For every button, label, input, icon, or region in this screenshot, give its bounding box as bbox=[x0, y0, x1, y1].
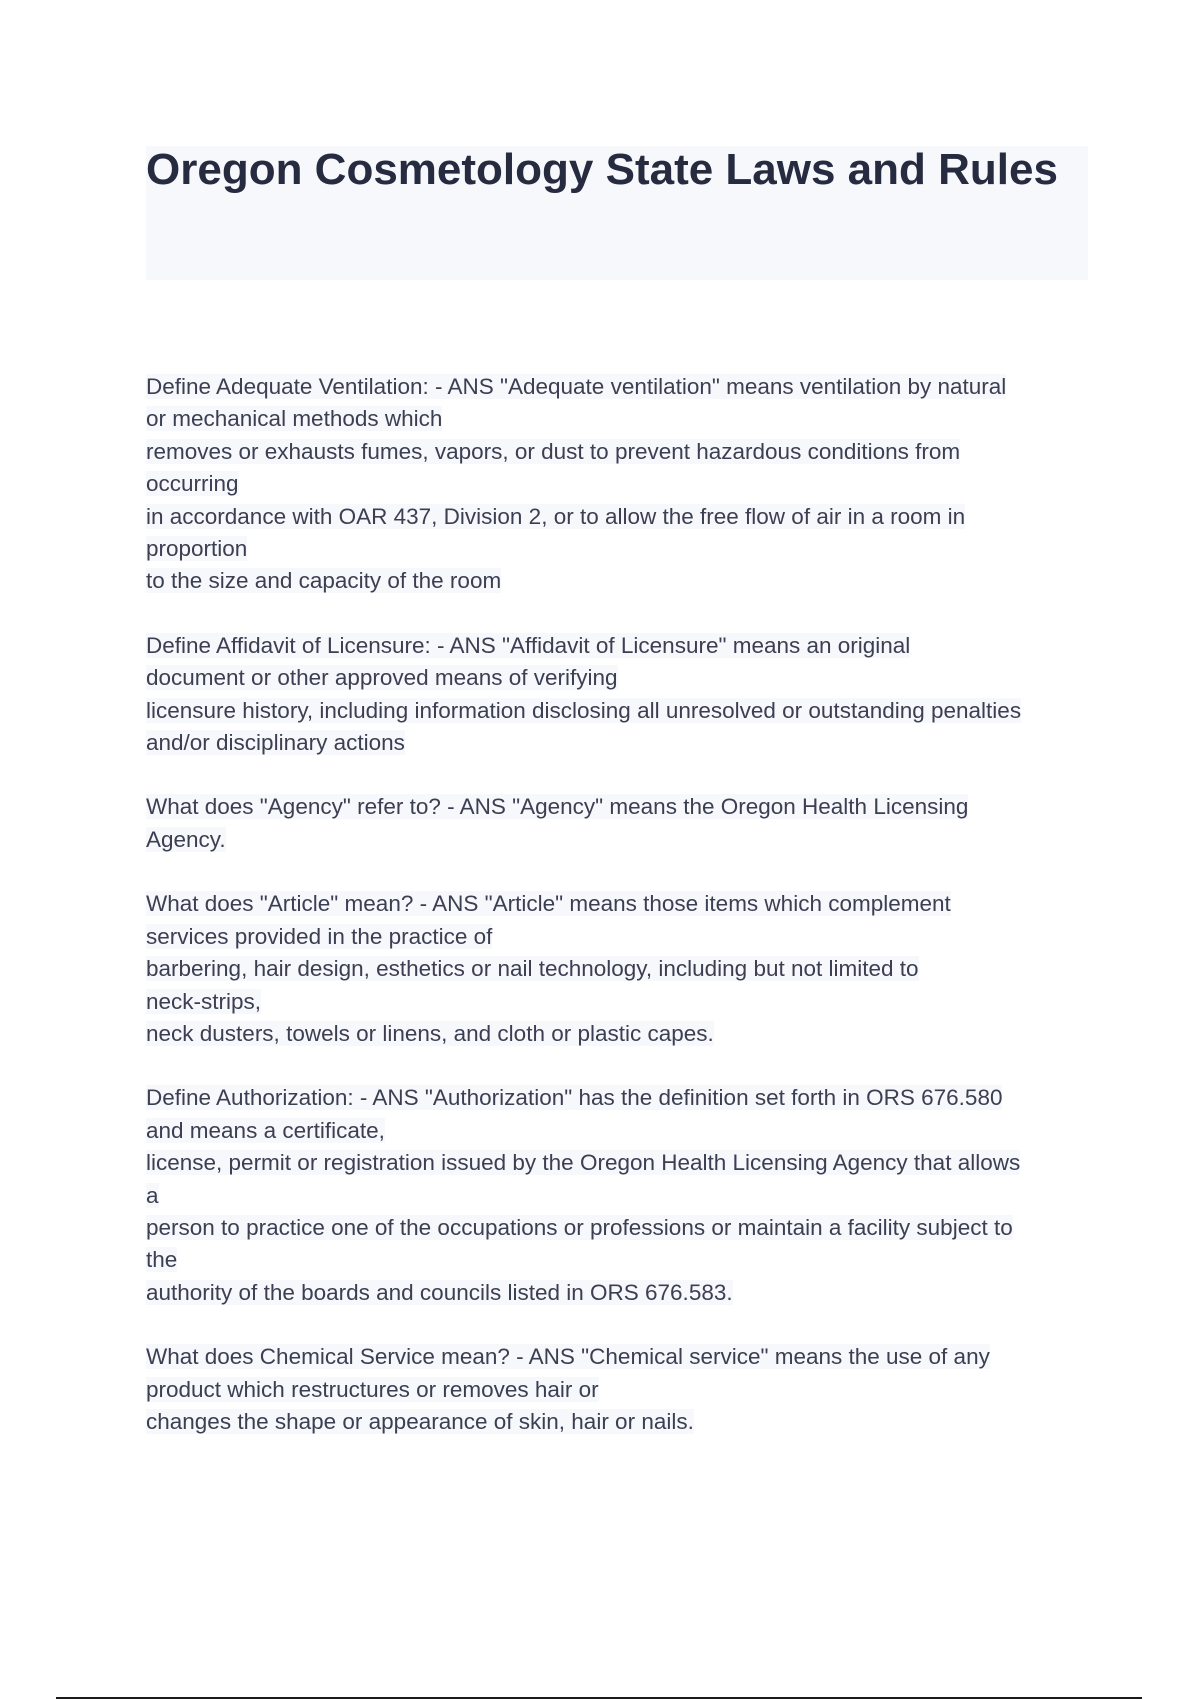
qa-entry-affidavit-of-licensure bbox=[146, 630, 1096, 760]
entry-line: and means a certificate, bbox=[146, 1117, 385, 1143]
entry-line: removes or exhausts fumes, vapors, or dust to prevent hazardous conditions from bbox=[146, 438, 961, 464]
entry-line: Define Authorization: - ANS "Authorization" has the definition set forth in ORS 676.580 bbox=[146, 1085, 1003, 1111]
qa-entry-chemical-service bbox=[146, 1341, 1096, 1438]
entry-line: Define Adequate Ventilation: - ANS "Adequate ventilation" means ventilation by natural bbox=[146, 374, 1007, 399]
page-title: Oregon Cosmetology State Laws and Rules bbox=[146, 145, 1058, 194]
entry-line: neck-strips, bbox=[146, 988, 262, 1014]
qa-entry-adequate-ventilation bbox=[146, 371, 1096, 598]
entry-line: Agency. bbox=[146, 826, 226, 852]
entry-line: license, permit or registration issued by the Oregon Health Licensing Agency that allows bbox=[146, 1150, 1021, 1176]
entry-line: occurring bbox=[146, 471, 239, 497]
entry-line: licensure history, including information disclosing all unresolved or outstanding penalties bbox=[146, 697, 1022, 723]
qa-list bbox=[146, 371, 1096, 1470]
footer-divider bbox=[56, 1697, 1142, 1699]
entry-line: a bbox=[146, 1182, 159, 1208]
entry-line: to the size and capacity of the room bbox=[146, 568, 502, 594]
entry-line: barbering, hair design, esthetics or nail technology, including but not limited to bbox=[146, 956, 919, 982]
entry-line: Define Affidavit of Licensure: - ANS "Affidavit of Licensure" means an original bbox=[146, 632, 911, 658]
entry-line: and/or disciplinary actions bbox=[146, 730, 405, 756]
entry-line: What does "Article" mean? - ANS "Article" means those items which complement bbox=[146, 891, 951, 917]
entry-line: changes the shape or appearance of skin, hair or nails. bbox=[146, 1408, 694, 1434]
entry-line: authority of the boards and councils listed in ORS 676.583. bbox=[146, 1279, 733, 1305]
entry-line: product which restructures or removes hair or bbox=[146, 1376, 599, 1402]
entry-line: What does Chemical Service mean? - ANS "Chemical service" means the use of any bbox=[146, 1344, 990, 1370]
entry-line: or mechanical methods which bbox=[146, 406, 443, 432]
entry-line: person to practice one of the occupations or professions or maintain a facility subject to bbox=[146, 1214, 1013, 1240]
entry-line: in accordance with OAR 437, Division 2, or to allow the free flow of air in a room in bbox=[146, 503, 966, 529]
entry-line: proportion bbox=[146, 536, 248, 562]
qa-entry-article bbox=[146, 888, 1096, 1050]
entry-line: document or other approved means of verifying bbox=[146, 665, 618, 691]
qa-entry-agency bbox=[146, 791, 1096, 856]
entry-line: neck dusters, towels or linens, and cloth or plastic capes. bbox=[146, 1020, 714, 1046]
entry-line: services provided in the practice of bbox=[146, 923, 493, 949]
entry-line: What does "Agency" refer to? - ANS "Agency" means the Oregon Health Licensing bbox=[146, 794, 969, 820]
entry-line: the bbox=[146, 1247, 178, 1273]
qa-entry-authorization bbox=[146, 1082, 1096, 1309]
